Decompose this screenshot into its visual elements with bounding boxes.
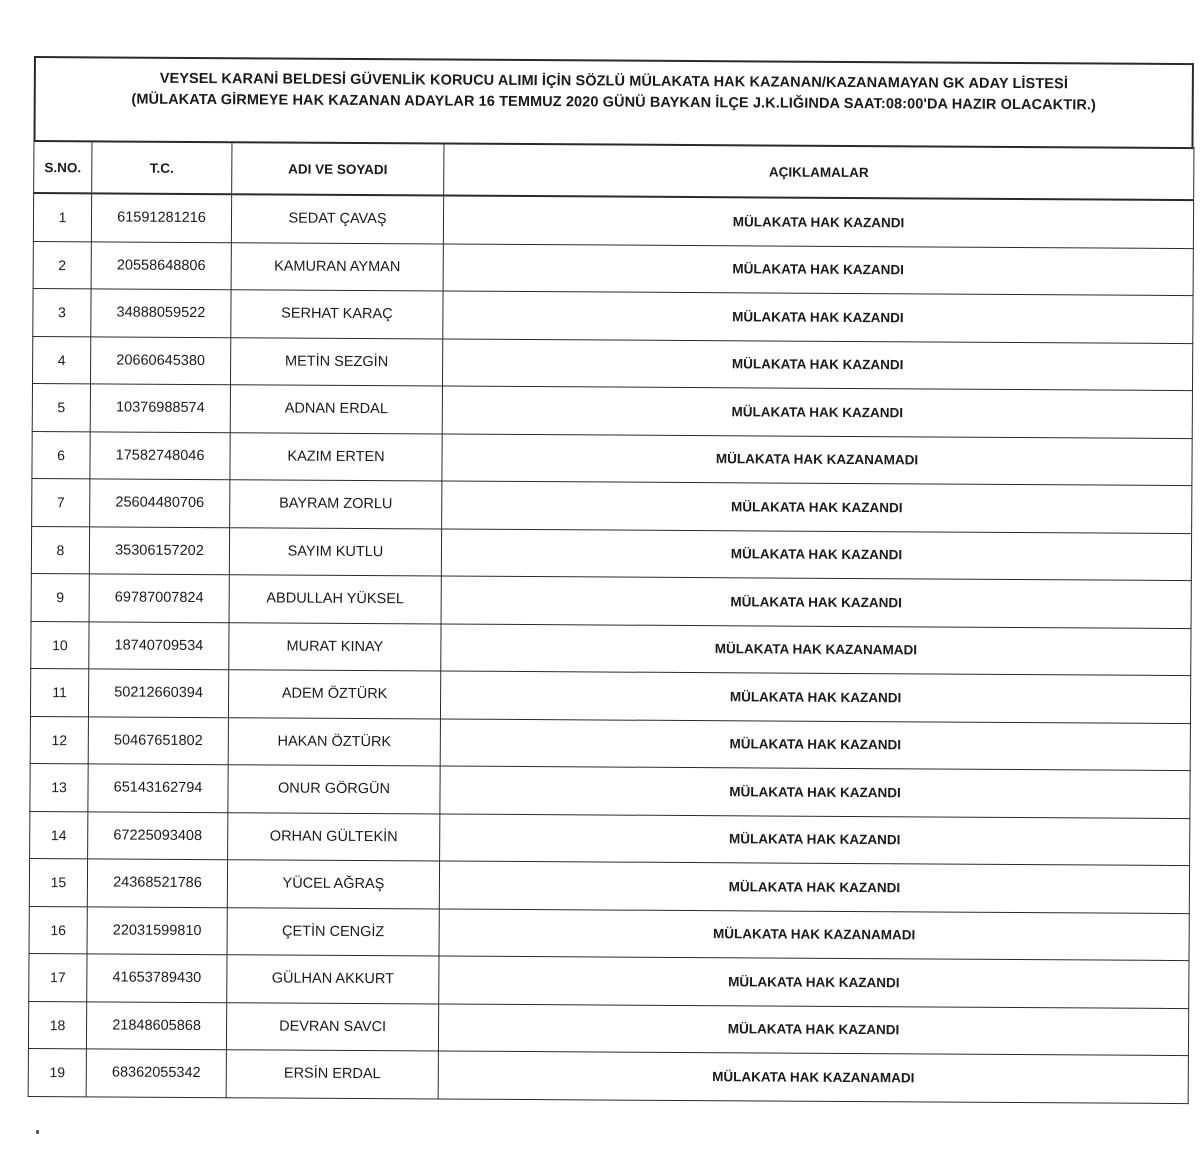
tc-cell: 20660645380	[90, 336, 230, 384]
candidate-table	[28, 140, 1195, 1104]
name-cell: ADNAN ERDAL	[230, 385, 442, 434]
sno-cell: 9	[31, 573, 89, 621]
status-cell: MÜLAKATA HAK KAZANDI	[441, 576, 1191, 628]
name-cell: ABDULLAH YÜKSEL	[229, 575, 441, 624]
document-title: VEYSEL KARANİ BELDESİ GÜVENLİK KORUCU ALIMI İÇİN SÖZLÜ MÜLAKATA HAK KAZANAN/KAZANAMAYAN GK ADAY LİSTESİ	[159, 70, 1069, 93]
name-cell: ERSİN ERDAL	[226, 1050, 438, 1099]
name-cell: HAKAN ÖZTÜRK	[228, 717, 440, 766]
sno-cell: 16	[29, 906, 87, 954]
name-cell: ORHAN GÜLTEKİN	[228, 812, 440, 861]
status-cell: MÜLAKATA HAK KAZANDI	[442, 386, 1192, 438]
table-row	[30, 763, 1190, 818]
table-row	[31, 573, 1191, 628]
sno-cell: 5	[32, 383, 90, 431]
table-row	[28, 1048, 1188, 1103]
sno-cell: 2	[33, 241, 91, 289]
sno-cell: 19	[28, 1048, 86, 1096]
sno-cell: 14	[30, 811, 88, 859]
name-cell: METİN SEZGİN	[230, 337, 442, 386]
status-cell: MÜLAKATA HAK KAZANDI	[440, 813, 1190, 865]
tc-cell: 22031599810	[87, 906, 227, 954]
sno-cell: 6	[32, 431, 90, 479]
table-row	[30, 811, 1190, 866]
status-cell: MÜLAKATA HAK KAZANDI	[440, 766, 1190, 818]
sno-cell: 12	[30, 716, 88, 764]
name-cell: SEDAT ÇAVAŞ	[231, 194, 443, 243]
sno-cell: 13	[30, 763, 88, 811]
tc-cell: 35306157202	[89, 526, 229, 574]
status-cell: MÜLAKATA HAK KAZANAMADI	[441, 623, 1191, 675]
status-cell: MÜLAKATA HAK KAZANAMADI	[439, 908, 1189, 960]
status-cell: MÜLAKATA HAK KAZANDI	[442, 339, 1192, 391]
status-cell: MÜLAKATA HAK KAZANDI	[439, 956, 1189, 1008]
name-cell: YÜCEL AĞRAŞ	[227, 860, 439, 909]
table-row	[31, 621, 1191, 676]
table-row	[32, 336, 1192, 391]
sno-cell: 10	[31, 621, 89, 669]
status-cell: MÜLAKATA HAK KAZANDI	[443, 196, 1193, 249]
sno-cell: 11	[30, 668, 88, 716]
candidate-list-document	[28, 56, 1194, 1104]
tc-cell: 68362055342	[86, 1049, 226, 1097]
tc-cell: 50467651802	[88, 716, 228, 764]
name-cell: BAYRAM ZORLU	[230, 480, 442, 529]
sno-cell: 18	[28, 1001, 86, 1049]
table-row	[29, 858, 1189, 913]
tc-cell: 69787007824	[89, 574, 229, 622]
tc-cell: 20558648806	[91, 241, 231, 289]
name-cell: SAYIM KUTLU	[229, 527, 441, 576]
tc-cell: 34888059522	[91, 289, 231, 337]
tc-cell: 17582748046	[90, 431, 230, 479]
sno-cell: 4	[32, 336, 90, 384]
status-cell: MÜLAKATA HAK KAZANDI	[443, 291, 1193, 343]
sno-cell: 8	[31, 526, 89, 574]
tc-cell: 50212660394	[88, 669, 228, 717]
table-header-row	[34, 141, 1194, 200]
name-cell: KAZIM ERTEN	[230, 432, 442, 481]
name-cell: ADEM ÖZTÜRK	[228, 670, 440, 719]
table-row	[32, 383, 1192, 438]
table-row	[30, 716, 1190, 771]
table-row	[29, 906, 1189, 961]
status-cell: MÜLAKATA HAK KAZANDI	[442, 481, 1192, 533]
name-cell: ONUR GÖRGÜN	[228, 765, 440, 814]
sno-cell: 3	[33, 288, 91, 336]
sno-cell: 1	[33, 193, 91, 241]
status-cell: MÜLAKATA HAK KAZANDI	[440, 718, 1190, 770]
table-row	[30, 668, 1190, 723]
status-cell: MÜLAKATA HAK KAZANDI	[439, 861, 1189, 913]
status-cell: MÜLAKATA HAK KAZANDI	[438, 1003, 1188, 1055]
name-cell: ÇETİN CENGİZ	[227, 907, 439, 956]
table-row	[32, 478, 1192, 533]
status-cell: MÜLAKATA HAK KAZANDI	[443, 244, 1193, 296]
document-subtitle: (MÜLAKATA GİRMEYE HAK KAZANAN ADAYLAR 16 TEMMUZ 2020 GÜNÜ BAYKAN İLÇE J.K.LIĞINDA SAAT:08:00'DA HAZIR OLACAKTIR.)	[131, 91, 1097, 114]
scan-speck	[36, 1130, 39, 1134]
name-cell: MURAT KINAY	[229, 622, 441, 671]
tc-cell: 67225093408	[88, 811, 228, 859]
status-cell: MÜLAKATA HAK KAZANAMADI	[442, 434, 1192, 486]
table-row	[33, 241, 1193, 296]
tc-cell: 18740709534	[89, 621, 229, 669]
tc-cell: 24368521786	[87, 859, 227, 907]
document-title-block	[33, 56, 1193, 147]
status-cell: MÜLAKATA HAK KAZANAMADI	[438, 1051, 1188, 1103]
table-row	[33, 193, 1193, 248]
header-sno: S.NO.	[34, 141, 92, 193]
name-cell: SERHAT KARAÇ	[231, 290, 443, 339]
sno-cell: 17	[29, 953, 87, 1001]
table-row	[32, 431, 1192, 486]
tc-cell: 10376988574	[90, 384, 230, 432]
status-cell: MÜLAKATA HAK KAZANDI	[441, 528, 1191, 580]
table-row	[28, 1001, 1188, 1056]
status-cell: MÜLAKATA HAK KAZANDI	[440, 671, 1190, 723]
header-notes: AÇIKLAMALAR	[444, 144, 1194, 201]
sno-cell: 7	[32, 478, 90, 526]
name-cell: KAMURAN AYMAN	[231, 242, 443, 291]
tc-cell: 61591281216	[91, 193, 231, 242]
table-row	[31, 526, 1191, 581]
table-row	[29, 953, 1189, 1008]
tc-cell: 65143162794	[88, 764, 228, 812]
header-tc: T.C.	[92, 141, 232, 194]
header-name: ADI VE SOYADI	[232, 142, 444, 195]
name-cell: GÜLHAN AKKURT	[227, 955, 439, 1004]
name-cell: DEVRAN SAVCI	[226, 1002, 438, 1051]
sno-cell: 15	[29, 858, 87, 906]
tc-cell: 41653789430	[87, 954, 227, 1002]
tc-cell: 25604480706	[90, 479, 230, 527]
tc-cell: 21848605868	[86, 1001, 226, 1049]
table-row	[33, 288, 1193, 343]
